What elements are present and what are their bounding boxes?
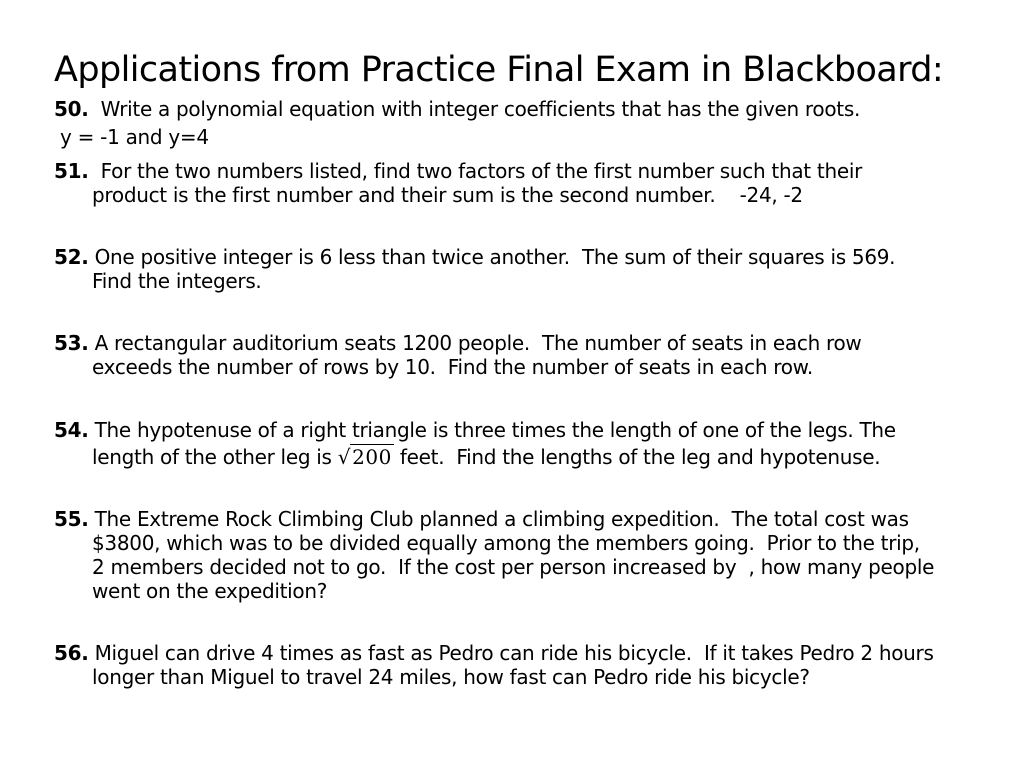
problem-56 [54,641,999,689]
problem-number: 51. [54,159,89,183]
problem-51 [54,159,999,207]
problem-line [54,445,999,469]
problem-55 [54,507,999,603]
problem-line [54,507,999,531]
problem-text: Find the integers. [92,269,262,293]
problem-text: exceeds the number of rows by 10. Find the number of seats in each row. [92,355,813,379]
problem-text: For the two numbers listed, find two factors of the first number such that their [88,159,863,183]
problem-53 [54,331,999,379]
slide-title: Applications from Practice Final Exam in Blackboard: [54,50,944,90]
problem-54 [54,418,999,469]
problem-text: One positive integer is 6 less than twice another. The sum of their squares is 569. [88,245,896,269]
problem-number: 54. [54,418,89,442]
problem-line [54,579,999,603]
sqrt-radicand: 200 [352,445,392,469]
problem-text: longer than Miguel to travel 24 miles, how fast can Pedro ride his bicycle? [92,665,810,689]
problem-line [54,555,999,579]
problem-text: product is the first number and their sum is the second number. -24, -2 [92,183,803,207]
problem-line [54,418,999,442]
square-root-expression [338,445,394,469]
problem-text: Miguel can drive 4 times as fast as Pedro can ride his bicycle. If it takes Pedro 2 hours [88,641,934,665]
problem-text: Write a polynomial equation with integer coefficients that has the given roots. [88,97,861,121]
problem-line [54,665,999,689]
problem-line [54,331,999,355]
problem-line [54,245,999,269]
problem-text: 2 members decided not to go. If the cost per person increased by , how many people [92,555,935,579]
problem-line [54,125,999,149]
problem-text: length of the other leg is [92,445,338,469]
problem-number: 53. [54,331,89,355]
problem-line [54,183,999,207]
problem-text: $3800, which was to be divided equally among the members going. Prior to the trip, [92,531,920,555]
problem-line [54,97,999,121]
problem-number: 56. [54,641,89,665]
problem-line [54,531,999,555]
problem-text: The hypotenuse of a right triangle is three times the length of one of the legs. The [88,418,896,442]
problem-number: 52. [54,245,89,269]
sqrt-symbol: √ [337,445,351,469]
problem-text: feet. Find the lengths of the leg and hypotenuse. [393,445,881,469]
roots-text: y = -1 and y=4 [54,125,209,149]
problem-number: 55. [54,507,89,531]
problem-50 [54,97,999,149]
problem-text: A rectangular auditorium seats 1200 people. The number of seats in each row [88,331,862,355]
problem-52 [54,245,999,293]
problem-number: 50. [54,97,89,121]
problem-line [54,355,999,379]
problem-text: The Extreme Rock Climbing Club planned a climbing expedition. The total cost was [88,507,909,531]
problem-line [54,269,999,293]
problem-line [54,159,999,183]
problem-text: went on the expedition? [92,579,328,603]
problem-line [54,641,999,665]
